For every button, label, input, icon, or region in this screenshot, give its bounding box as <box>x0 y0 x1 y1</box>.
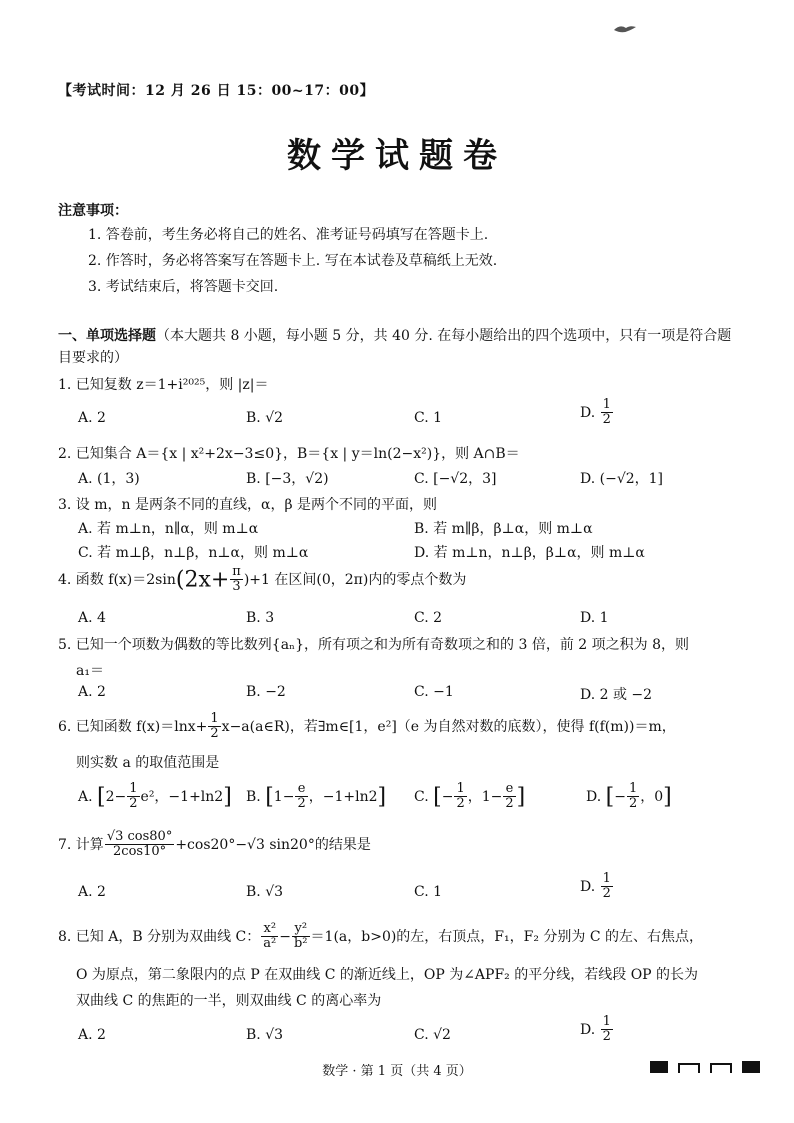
question-5-option-b: B. −2 <box>246 684 286 700</box>
scan-mark <box>710 1063 732 1073</box>
numerator: 1 <box>602 1014 611 1029</box>
fraction <box>295 782 307 812</box>
fraction <box>601 1015 613 1045</box>
numerator: 1 <box>210 711 219 726</box>
question-1-option-b: B. √2 <box>246 410 284 426</box>
question-6-option-c <box>414 782 525 812</box>
question-7-option-c: C. 1 <box>414 884 443 900</box>
question-7-option-b: B. √3 <box>246 884 284 900</box>
fraction <box>127 782 139 812</box>
numerator: 1 <box>129 781 138 796</box>
bracket: ] <box>223 784 232 810</box>
stem-text: 8. 已知 A，B 分别为双曲线 C： <box>58 928 261 945</box>
page-title: 数学试题卷 <box>287 136 507 176</box>
fraction <box>503 782 515 812</box>
notice-item: 2. 作答时，务必将答案写在答题卡上. 写在本试卷及草稿纸上无效. <box>88 253 498 269</box>
question-6-stem <box>58 712 676 742</box>
fraction <box>601 872 613 902</box>
numerator: 1 <box>628 781 638 796</box>
question-7-option-a: A. 2 <box>78 884 106 900</box>
question-4-option-c: C. 2 <box>414 610 443 626</box>
question-4-option-a: A. 4 <box>78 610 106 626</box>
question-6-option-d <box>586 782 672 812</box>
denominator: 2 <box>456 796 465 812</box>
numerator: π <box>232 564 241 579</box>
option-label: D. <box>580 404 596 421</box>
stem-text: 7. 计算 <box>58 836 104 853</box>
option-text: − <box>614 788 626 805</box>
numerator: x² <box>261 922 278 937</box>
option-label: D. <box>580 878 596 895</box>
notice-item: 1. 答卷前，考生务必将自己的姓名、准考证号码填写在答题卡上. <box>88 227 489 243</box>
question-5-option-d: D. 2 或 −2 <box>580 687 653 703</box>
question-8-stem-cont: O 为原点，第二象限内的点 P 在双曲线 C 的渐近线上，OP 为∠APF₂ 的平分线，若线段 OP 的长为 <box>76 967 699 983</box>
stem-text: 6. 已知函数 f(x)＝lnx+ <box>58 718 208 735</box>
question-8-stem <box>58 922 703 952</box>
denominator: 2cos10° <box>113 844 167 860</box>
scan-mark <box>650 1061 668 1073</box>
fraction <box>454 782 466 812</box>
question-5-option-a: A. 2 <box>78 684 106 700</box>
option-label: B. <box>246 788 261 805</box>
fraction <box>292 922 310 952</box>
question-1-option-c: C. 1 <box>414 410 443 426</box>
question-3-option-a: A. 若 m⊥n，n∥α，则 m⊥α <box>78 521 259 537</box>
numerator: y² <box>292 922 310 937</box>
denominator: 2 <box>297 796 306 812</box>
numerator: 1 <box>456 781 465 796</box>
question-6-stem-cont: 则实数 a 的取值范围是 <box>76 755 220 771</box>
bracket: ] <box>516 784 526 810</box>
question-8-option-a: A. 2 <box>78 1027 106 1043</box>
scan-mark <box>678 1063 700 1073</box>
exam-time: 【考试时间：12 月 26 日 15：00~17：00】 <box>58 83 375 99</box>
bracket: [ <box>265 784 274 810</box>
question-1-option-a: A. 2 <box>78 410 106 426</box>
option-text: ，0 <box>640 788 664 805</box>
fraction <box>230 565 243 595</box>
question-4-option-d: D. 1 <box>580 610 609 626</box>
stem-text: ＝1(a，b>0)的左，右顶点，F₁，F₂ 分别为 C 的左、右焦点， <box>310 928 704 945</box>
denominator: 2 <box>602 886 611 902</box>
question-5-stem-cont: a₁＝ <box>76 663 104 679</box>
stem-text: 4. 函数 f(x)＝2sin <box>58 571 176 588</box>
numerator: e <box>295 782 307 797</box>
question-8-option-c: C. √2 <box>414 1027 451 1043</box>
denominator: 2 <box>505 796 514 812</box>
question-6-option-b <box>246 782 386 812</box>
bracket: ] <box>377 784 387 810</box>
question-3-option-b: B. 若 m∥β，β⊥α，则 m⊥α <box>414 521 593 537</box>
question-2-option-b: B. [−3，√2) <box>246 471 329 487</box>
question-7-option-d <box>580 872 614 902</box>
question-3-stem: 3. 设 m，n 是两条不同的直线，α，β 是两个不同的平面，则 <box>58 497 437 513</box>
question-5-option-c: C. −1 <box>414 684 454 700</box>
numerator: e <box>503 782 515 797</box>
fraction <box>261 922 278 952</box>
numerator: 1 <box>602 397 611 412</box>
question-2-option-d: D. (−√2，1] <box>580 471 664 487</box>
denominator: 2 <box>129 796 138 812</box>
fraction <box>627 782 639 812</box>
question-2-option-a: A. (1，3) <box>78 471 140 487</box>
bracket: [ <box>97 784 106 810</box>
option-label: D. <box>586 788 602 805</box>
question-3-option-d: D. 若 m⊥n，n⊥β，β⊥α，则 m⊥α <box>414 545 645 561</box>
option-text: − <box>441 788 454 805</box>
question-8-stem-cont: 双曲线 C 的焦距的一半，则双曲线 C 的离心率为 <box>76 993 382 1009</box>
minus-sign: − <box>279 928 291 945</box>
option-label: C. <box>414 788 429 805</box>
denominator: 3 <box>232 579 241 595</box>
denominator: 2 <box>210 726 219 742</box>
question-4-option-b: B. 3 <box>246 610 275 626</box>
question-4-stem <box>58 565 466 595</box>
question-8-option-b: B. √3 <box>246 1027 284 1043</box>
option-text: e²，−1+ln2 <box>140 788 224 805</box>
denominator: 2 <box>602 412 611 428</box>
fraction <box>208 712 220 742</box>
denominator: a² <box>263 936 277 952</box>
denominator: 2 <box>628 796 638 812</box>
option-label: D. <box>580 1021 596 1038</box>
scan-marks <box>650 1058 770 1077</box>
bracket: ] <box>663 784 672 810</box>
question-1-stem: 1. 已知复数 z＝1+i²⁰²⁵，则 |z|＝ <box>58 377 269 393</box>
section-title: 一、单项选择题 <box>58 328 156 344</box>
question-1-option-d <box>580 398 614 428</box>
fraction <box>105 830 175 860</box>
numerator: √3 cos80° <box>106 829 173 844</box>
question-2-stem: 2. 已知集合 A＝{x | x²+2x−3≤0}，B＝{x | y＝ln(2−x²)}，则 A∩B＝ <box>58 446 520 462</box>
notice-item: 3. 考试结束后，将答题卡交回. <box>88 279 279 295</box>
denominator: 2 <box>602 1029 611 1045</box>
notice-title: 注意事项： <box>58 203 128 219</box>
scan-mark <box>742 1061 760 1073</box>
question-8-option-d <box>580 1015 614 1045</box>
numerator: 1 <box>602 871 611 886</box>
option-text: 1− <box>273 788 295 805</box>
question-7-stem <box>58 830 371 860</box>
stem-text: +cos20°−√3 sin20°的结果是 <box>175 836 371 853</box>
bracket: [ <box>433 784 442 810</box>
section-description: （本大题共 8 小题，每小题 5 分，共 40 分. 在每小题给出的四个选项中，只有一项是符合题目要求的） <box>58 328 732 366</box>
option-text: 2− <box>105 788 127 805</box>
question-6-option-a <box>78 782 232 812</box>
stem-text: x−a(a∈R)，若∃m∈[1，e²]（e 为自然对数的底数），使得 f(f(m))＝m， <box>221 718 676 735</box>
question-2-option-c: C. [−√2，3] <box>414 471 497 487</box>
option-text: ，1− <box>467 788 503 805</box>
option-text: ，−1+ln2 <box>308 788 378 805</box>
paren-text: (2x+ <box>175 567 230 593</box>
page-footer: 数学 · 第 1 页（共 4 页） <box>322 1064 472 1079</box>
denominator: b² <box>293 936 308 952</box>
stem-text: )+1 在区间(0，2π)内的零点个数为 <box>243 571 467 588</box>
bird-logo-icon <box>612 22 638 36</box>
section-heading <box>58 325 738 369</box>
question-3-option-c: C. 若 m⊥β，n⊥β，n⊥α，则 m⊥α <box>78 545 309 561</box>
option-label: A. <box>78 788 93 805</box>
fraction <box>601 398 613 428</box>
question-5-stem: 5. 已知一个项数为偶数的等比数列{aₙ}，所有项之和为所有奇数项之和的 3 倍，前 2 项之积为 8，则 <box>58 637 689 653</box>
bracket: [ <box>605 784 615 810</box>
